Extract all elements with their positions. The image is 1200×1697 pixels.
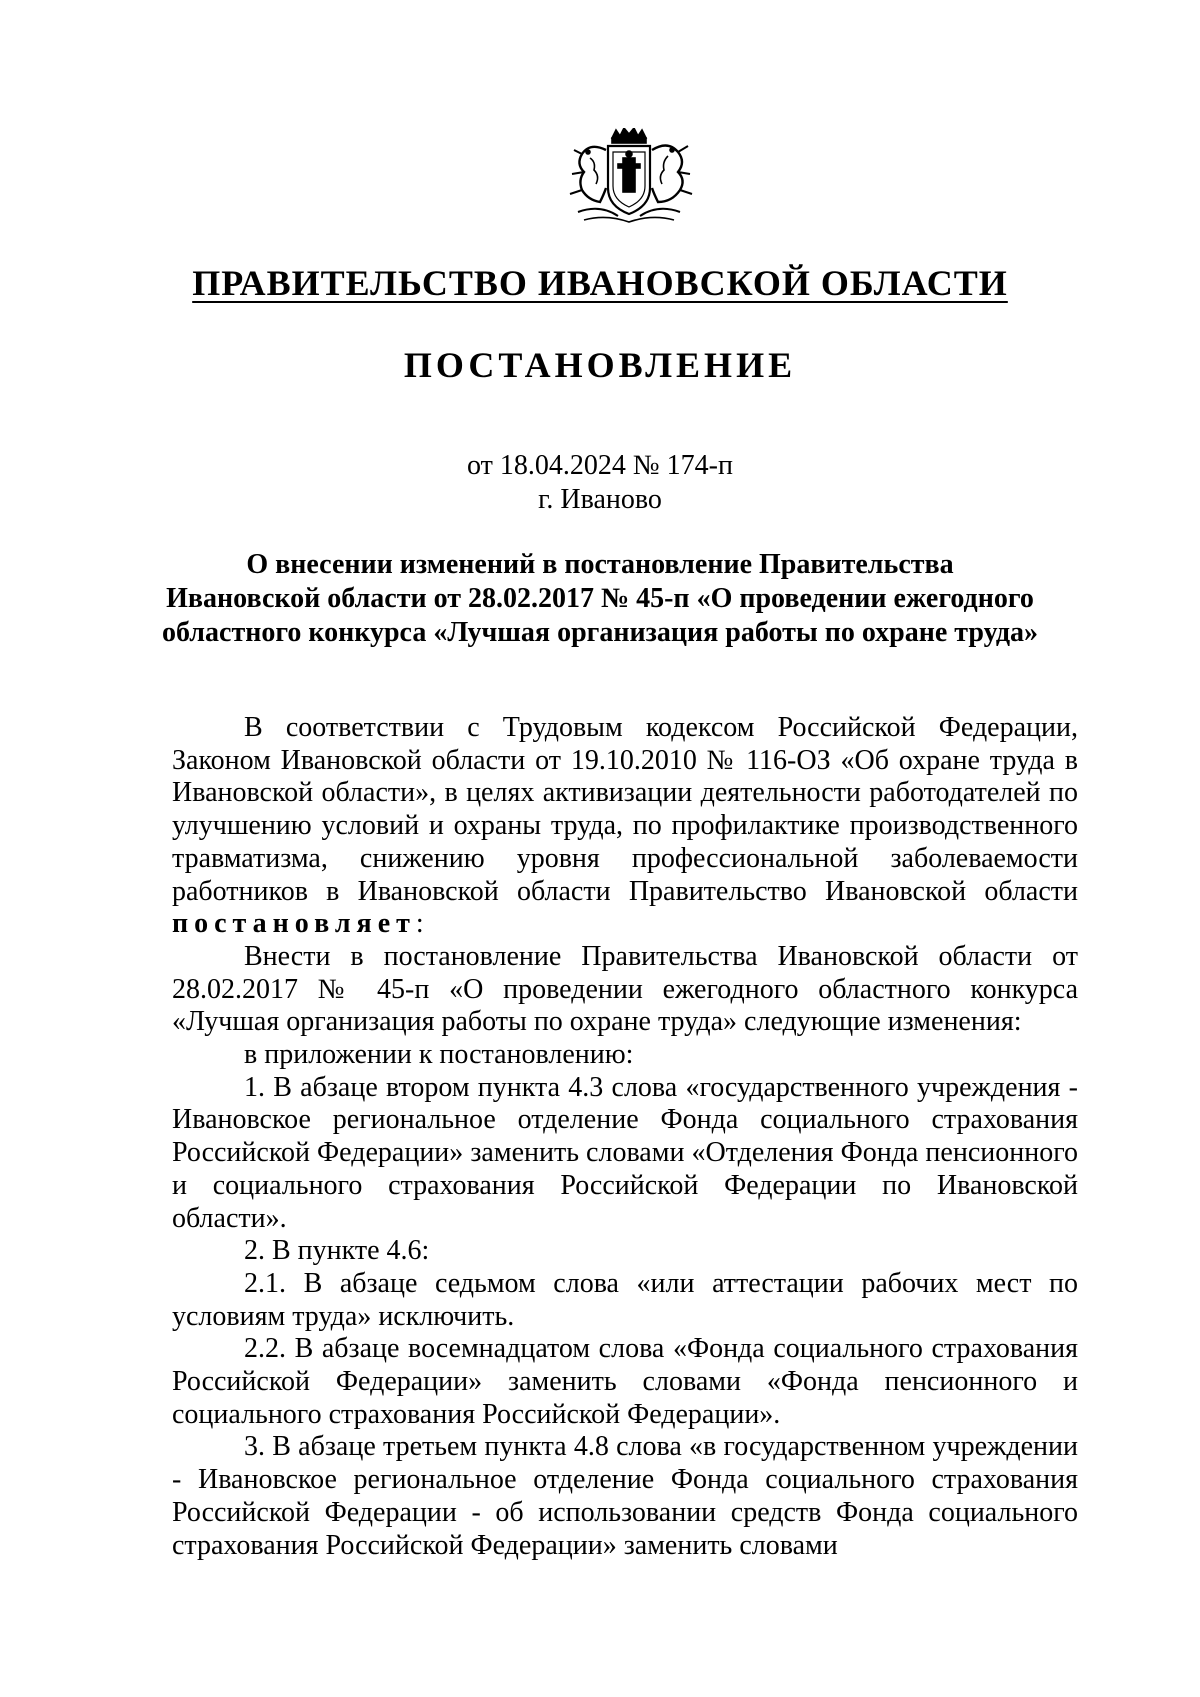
preamble-paragraph: В соответствии с Трудовым кодексом Российской Федерации, Законом Ивановской области от 19.10.2010 № 116-ОЗ «Об охране труда в Ивановской области», в целях активизации деятельности работодателей по улучшению условий и охраны труда, по профилактике производственного травматизма, снижению уровня профессиональной заболеваемости работников в Ивановской области Правительство Ивановской области постановляет: (172, 712, 1078, 940)
resolves-word: постановляет (172, 908, 416, 940)
subject-line-1: О внесении изменений в постановление Правительства (246, 549, 954, 580)
body-paragraph: Внести в постановление Правительства Ивановской области от 28.02.2017 № 45-п «О проведении ежегодного областного конкурса «Лучшая организация работы по охране труда» следующие изменения: (172, 940, 1078, 1038)
document-date-number: от 18.04.2024 № 174-п (467, 450, 733, 481)
body-paragraph: в приложении к постановлению: (244, 1039, 634, 1071)
document-body (172, 712, 1078, 1562)
subject-line-2: Ивановской области от 28.02.2017 № 45-п «О проведении ежегодного (166, 583, 1034, 614)
government-title: ПРАВИТЕЛЬСТВО ИВАНОВСКОЙ ОБЛАСТИ (192, 263, 1008, 303)
subject-line-3: областного конкурса «Лучшая организация работы по охране труда» (162, 617, 1038, 648)
body-paragraph: 1. В абзаце втором пункта 4.3 слова «государственного учреждения - Ивановское региональное отделение Фонда социального страхования Российской Федерации» заменить словами «Отделения Фонда пенсионного и социального страхования Российской Федерации по Ивановской области». (172, 1071, 1078, 1234)
document-type: ПОСТАНОВЛЕНИЕ (403, 345, 797, 385)
ivanovo-coat-of-arms-icon (560, 128, 698, 228)
document-subject (150, 548, 1050, 650)
body-paragraph: 3. В абзаце третьем пункта 4.8 слова «в государственном учреждении - Ивановское региональное отделение Фонда социального страхования Российской Федерации - об использовании средств Фонда социального страхования Российской Федерации» заменить словами (172, 1431, 1078, 1561)
body-paragraph: 2.2. В абзаце восемнадцатом слова «Фонда социального страхования Российской Федерации» заменить словами «Фонда пенсионного и социального страхования Российской Федерации». (172, 1333, 1078, 1430)
body-paragraph: 2. В пункте 4.6: (244, 1235, 430, 1267)
body-paragraph: 2.1. В абзаце седьмом слова «или аттестации рабочих мест по условиям труда» исключить. (172, 1267, 1078, 1332)
document-city: г. Иваново (538, 484, 662, 515)
